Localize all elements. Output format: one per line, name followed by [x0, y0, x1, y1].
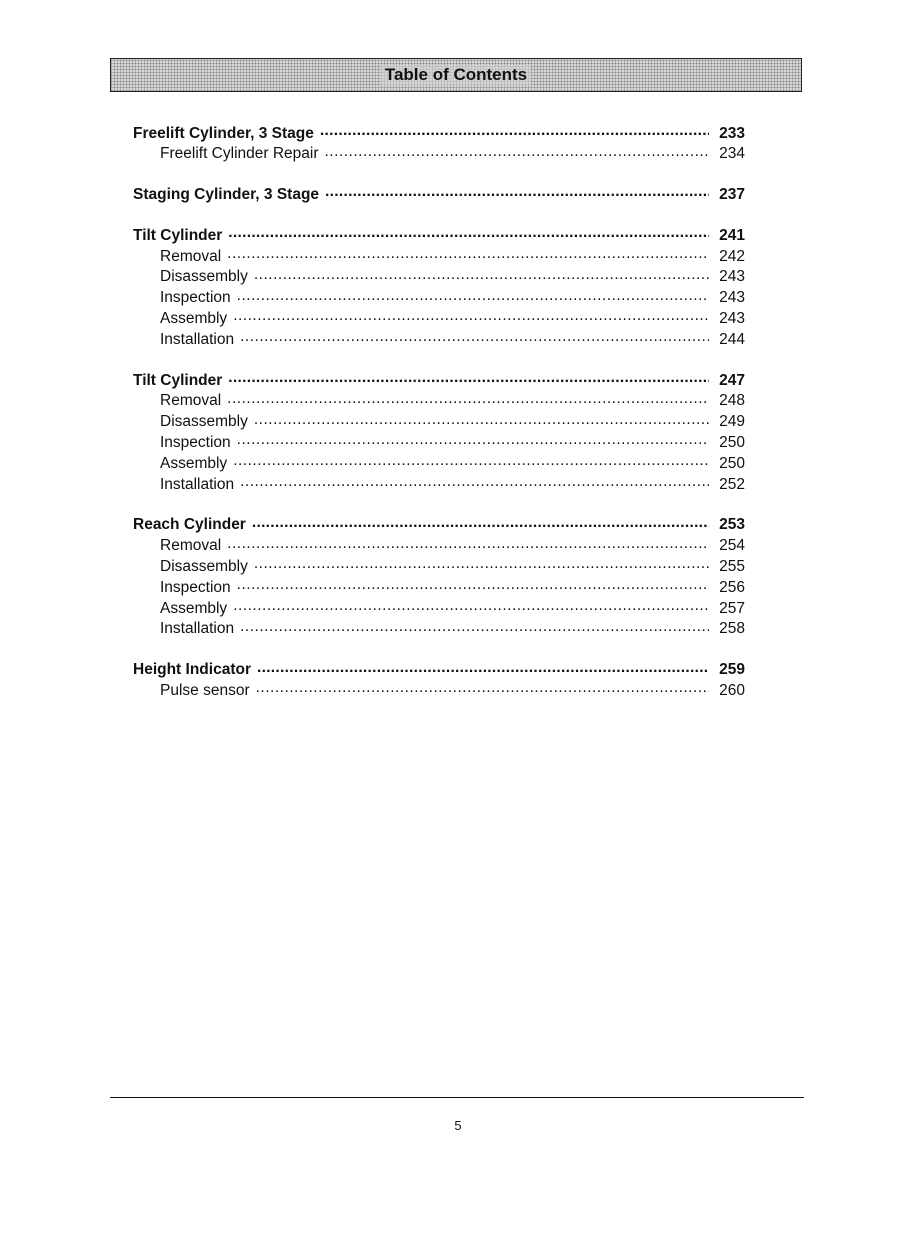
toc-chapter-page-number: 247: [719, 371, 745, 389]
page-title: Table of Contents: [381, 65, 531, 85]
toc-chapter-title: Reach Cylinder: [133, 516, 246, 534]
dot-leader: [237, 432, 709, 448]
dot-leader: [240, 618, 709, 634]
toc-subsection-entry[interactable]: [133, 266, 745, 287]
dot-leader: [240, 473, 709, 489]
toc-subsection-entry[interactable]: [133, 328, 745, 349]
dot-leader: [227, 535, 709, 551]
table-of-contents: [133, 122, 745, 720]
toc-chapter-page-number: 237: [719, 186, 745, 204]
toc-subsection-page-number: 242: [719, 247, 745, 265]
toc-subsection-page-number: 248: [719, 392, 745, 410]
toc-subsection-title: Assembly: [160, 310, 228, 328]
toc-section: [133, 659, 745, 701]
toc-chapter-title: Tilt Cylinder: [133, 371, 223, 389]
title-banner: [110, 58, 802, 92]
dot-leader: [320, 122, 709, 138]
toc-subsection-title: Removal: [160, 392, 222, 410]
dot-leader: [237, 287, 709, 303]
toc-chapter-title: Staging Cylinder, 3 Stage: [133, 186, 320, 204]
dot-leader: [325, 184, 709, 200]
toc-subsection-title: Assembly: [160, 599, 228, 617]
toc-subsection-title: Freelift Cylinder Repair: [160, 145, 319, 163]
toc-subsection-page-number: 256: [719, 578, 745, 596]
toc-subsection-page-number: 255: [719, 558, 745, 576]
toc-subsection-title: Disassembly: [160, 413, 248, 431]
toc-subsection-entry[interactable]: [133, 452, 745, 473]
dot-leader: [227, 245, 709, 261]
dot-leader: [237, 576, 709, 592]
toc-subsection-entry[interactable]: [133, 576, 745, 597]
dot-leader: [254, 266, 709, 282]
toc-subsection-page-number: 254: [719, 537, 745, 555]
toc-subsection-page-number: 249: [719, 413, 745, 431]
toc-subsection-title: Installation: [160, 620, 235, 638]
toc-section: [133, 369, 745, 494]
toc-subsection-entry[interactable]: [133, 597, 745, 618]
toc-subsection-title: Removal: [160, 537, 222, 555]
toc-section: [133, 514, 745, 639]
toc-chapter-entry[interactable]: [133, 659, 745, 680]
toc-chapter-title: Height Indicator: [133, 661, 251, 679]
toc-subsection-title: Disassembly: [160, 268, 248, 286]
dot-leader: [227, 390, 709, 406]
toc-chapter-entry[interactable]: [133, 224, 745, 245]
dot-leader: [257, 659, 709, 675]
toc-subsection-page-number: 250: [719, 434, 745, 452]
dot-leader: [256, 680, 709, 696]
toc-subsection-title: Removal: [160, 247, 222, 265]
footer-divider: [110, 1097, 804, 1098]
toc-section: [133, 184, 745, 205]
toc-subsection-entry[interactable]: [133, 432, 745, 453]
dot-leader: [252, 514, 709, 530]
toc-subsection-entry[interactable]: [133, 556, 745, 577]
dot-leader: [254, 556, 709, 572]
toc-subsection-page-number: 260: [719, 682, 745, 700]
toc-subsection-title: Inspection: [160, 434, 231, 452]
dot-leader: [325, 143, 710, 159]
toc-subsection-entry[interactable]: [133, 308, 745, 329]
dot-leader: [233, 452, 709, 468]
toc-subsection-page-number: 258: [719, 620, 745, 638]
toc-subsection-page-number: 243: [719, 310, 745, 328]
toc-subsection-page-number: 244: [719, 330, 745, 348]
dot-leader: [233, 597, 709, 613]
toc-chapter-entry[interactable]: [133, 514, 745, 535]
toc-chapter-page-number: 241: [719, 226, 745, 244]
toc-subsection-entry[interactable]: [133, 390, 745, 411]
toc-subsection-entry[interactable]: [133, 680, 745, 701]
dot-leader: [240, 328, 709, 344]
toc-subsection-title: Assembly: [160, 454, 228, 472]
toc-subsection-entry[interactable]: [133, 245, 745, 266]
toc-subsection-page-number: 243: [719, 268, 745, 286]
toc-chapter-title: Freelift Cylinder, 3 Stage: [133, 124, 314, 142]
toc-subsection-entry[interactable]: [133, 143, 745, 164]
toc-subsection-page-number: 252: [719, 475, 745, 493]
toc-chapter-entry[interactable]: [133, 369, 745, 390]
toc-chapter-entry[interactable]: [133, 184, 745, 205]
toc-chapter-page-number: 233: [719, 124, 745, 142]
toc-subsection-title: Pulse sensor: [160, 682, 250, 700]
toc-subsection-title: Inspection: [160, 578, 231, 596]
toc-subsection-title: Installation: [160, 475, 235, 493]
toc-subsection-page-number: 243: [719, 289, 745, 307]
toc-chapter-page-number: 253: [719, 516, 745, 534]
toc-subsection-entry[interactable]: [133, 535, 745, 556]
toc-subsection-entry[interactable]: [133, 287, 745, 308]
toc-chapter-entry[interactable]: [133, 122, 745, 143]
toc-subsection-title: Disassembly: [160, 558, 248, 576]
dot-leader: [228, 369, 709, 385]
page-number: 5: [454, 1118, 462, 1133]
toc-section: [133, 122, 745, 164]
dot-leader: [233, 308, 709, 324]
toc-subsection-page-number: 257: [719, 599, 745, 617]
toc-subsection-page-number: 250: [719, 454, 745, 472]
toc-subsection-entry[interactable]: [133, 618, 745, 639]
dot-leader: [228, 224, 709, 240]
toc-subsection-entry[interactable]: [133, 411, 745, 432]
dot-leader: [254, 411, 709, 427]
toc-chapter-page-number: 259: [719, 661, 745, 679]
toc-subsection-title: Installation: [160, 330, 235, 348]
toc-chapter-title: Tilt Cylinder: [133, 226, 223, 244]
toc-section: [133, 224, 745, 349]
toc-subsection-title: Inspection: [160, 289, 231, 307]
toc-subsection-entry[interactable]: [133, 473, 745, 494]
toc-subsection-page-number: 234: [719, 145, 745, 163]
